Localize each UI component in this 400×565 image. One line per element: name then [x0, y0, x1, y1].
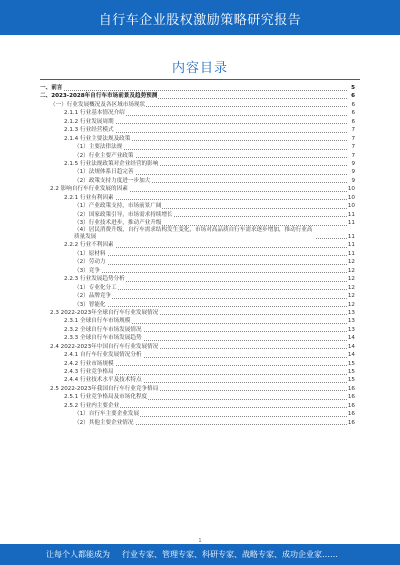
toc-entry-page: 7	[347, 152, 355, 160]
toc-entry-label: （3）行业技术进步，推动产业升级	[74, 220, 162, 226]
toc-entry-label: （一）行业发展概况及各区域市场现状	[50, 101, 146, 108]
table-of-contents	[40, 84, 355, 427]
toc-entry[interactable]	[40, 419, 355, 427]
toc-entry[interactable]	[40, 160, 355, 168]
toc-entry-page: 10	[347, 194, 355, 201]
toc-entry-page: 15	[347, 360, 355, 367]
toc-entry-page: 14	[347, 343, 355, 350]
toc-entry[interactable]	[40, 84, 355, 92]
toc-entry[interactable]	[40, 109, 355, 117]
toc-entry-label: （1）自行车主要企业发展	[74, 411, 140, 418]
toc-entry-label: 2.1.3 行业经营模式	[64, 127, 114, 134]
toc-entry[interactable]	[40, 301, 355, 309]
toc-entry-page: 7	[347, 143, 355, 151]
report-footer	[0, 544, 400, 565]
toc-entry-page: 11	[347, 250, 355, 257]
toc-entry[interactable]	[40, 101, 355, 109]
toc-entry-label: （1）产业政策支持，市场前景广阔	[74, 203, 162, 210]
toc-entry[interactable]	[40, 126, 355, 134]
toc-entry[interactable]	[40, 118, 355, 126]
toc-entry[interactable]	[40, 410, 355, 418]
toc-entry-page: 16	[347, 385, 355, 392]
toc-entry-label: 2.2.2 行业不利因素	[64, 242, 114, 249]
toc-entry-label: 2.4.2 行业市场规模	[64, 360, 114, 367]
toc-entry[interactable]	[40, 376, 355, 384]
toc-entry-label: 2.4.4 行业技术水平及技术特点	[64, 377, 142, 384]
toc-leader-dots	[74, 264, 347, 265]
toc-entry-page: 13	[347, 309, 355, 316]
toc-entry-page: 14	[347, 352, 355, 359]
toc-entry-page: 13	[347, 318, 355, 325]
toc-entry-page: 7	[347, 135, 355, 143]
toc-entry-page: 11	[347, 234, 355, 241]
toc-leader-dots	[74, 306, 347, 307]
toc-entry-page: 10	[347, 203, 355, 210]
toc-entry-page: 6	[347, 118, 355, 126]
toc-entry-label: 2.4.1 自行车行业发展情况分析	[64, 352, 142, 359]
toc-entry-page: 9	[347, 168, 355, 176]
toc-entry[interactable]	[40, 343, 355, 351]
footer-slogan: 让每个人都能成为	[46, 550, 110, 559]
toc-entry[interactable]	[40, 92, 355, 100]
toc-entry[interactable]	[40, 194, 355, 202]
toc-entry-label: （3）竞争	[74, 267, 100, 274]
toc-divider	[40, 79, 360, 80]
toc-entry-label: 2.5.2 行业内主要企业	[64, 402, 120, 409]
toc-entry-page: 16	[347, 411, 355, 418]
toc-entry-label: 2.2.3 行业发展趋势分析	[64, 276, 125, 283]
toc-entry[interactable]	[40, 334, 355, 342]
toc-entry-label: 2.3 2022-2023年全球自行车行业发展情况	[50, 309, 159, 316]
toc-entry[interactable]	[40, 168, 355, 176]
toc-entry[interactable]	[40, 202, 355, 210]
toc-entry-label: 2.5.1 行业竞争格局及市场化程度	[64, 394, 148, 401]
toc-entry[interactable]	[40, 211, 355, 219]
toc-entry[interactable]	[40, 143, 355, 151]
toc-entry-page: 12	[347, 259, 355, 266]
toc-leader-dots	[74, 255, 347, 256]
toc-entry[interactable]	[40, 368, 355, 376]
toc-entry[interactable]	[40, 185, 355, 193]
toc-entry-label: （1）主要法律法规	[74, 144, 123, 151]
toc-entry-label: 2.3.3 全球自行车市场发展趋势	[64, 335, 142, 342]
toc-entry-page: 11	[347, 242, 355, 249]
toc-entry-label: 2.1.4 行业主要法规及政策	[64, 135, 131, 142]
toc-entry[interactable]	[40, 385, 355, 393]
toc-entry-label: （2）政策支持力度进一步加大	[74, 177, 151, 184]
toc-entry-page: 16	[347, 419, 355, 426]
toc-entry-page: 7	[347, 126, 355, 134]
toc-entry-label: （2）国家政策引导，市场需求持续增长	[74, 211, 173, 218]
toc-entry-page: 12	[347, 293, 355, 300]
toc-entry[interactable]	[40, 326, 355, 334]
toc-entry-page: 16	[347, 394, 355, 401]
toc-entry-label: 二、2023-2028年自行车市场前景及趋势预测	[40, 93, 158, 100]
toc-leader-dots	[74, 272, 347, 273]
toc-entry-page: 10	[347, 186, 355, 193]
toc-entry-page: 12	[347, 267, 355, 274]
toc-entry-page: 11	[347, 211, 355, 218]
toc-entry-label: 2.3.2 全球自行车市场发展情况	[64, 326, 142, 333]
toc-entry[interactable]	[40, 241, 355, 249]
toc-entry-label: （2）品牌竞争	[74, 293, 112, 300]
toc-entry-label: 2.5 2022-2023年我国自行车行业竞争格局	[50, 385, 159, 392]
toc-entry-page: 16	[347, 402, 355, 409]
toc-entry[interactable]	[40, 309, 355, 317]
toc-entry-page: 9	[347, 160, 355, 168]
report-title: 自行车企业股权激励策略研究报告	[98, 13, 302, 28]
toc-entry-label: 2.2.1 行业有利因素	[64, 194, 114, 201]
toc-entry-page: 11	[347, 220, 355, 226]
toc-entry-page: 5	[347, 84, 355, 92]
toc-entry[interactable]	[40, 267, 355, 275]
toc-entry-page: 12	[347, 284, 355, 291]
toc-leader-dots	[40, 90, 347, 91]
toc-leader-dots	[74, 298, 347, 299]
toc-entry[interactable]	[40, 227, 355, 241]
toc-entry-page: 15	[347, 377, 355, 384]
toc-entry-page: 9	[347, 177, 355, 185]
toc-entry[interactable]	[40, 317, 355, 325]
toc-entry-label: （1）法规体系日趋完善	[74, 169, 134, 176]
toc-entry-label: （2）行业主要产业政策	[74, 152, 134, 159]
toc-entry-label: 2.1.5 行业法规政策对企业经营的影响	[64, 160, 159, 167]
toc-entry[interactable]	[40, 258, 355, 266]
toc-entry[interactable]	[40, 250, 355, 258]
toc-entry[interactable]	[40, 393, 355, 401]
toc-entry-label: 2.4.3 行业竞争格局	[64, 369, 114, 375]
report-header	[0, 0, 400, 35]
toc-entry-label: 一、前言	[40, 85, 63, 91]
footer-experts: 行业专家、管理专家、科研专家、战略专家、成功企业家……	[122, 550, 338, 559]
toc-entry[interactable]	[40, 284, 355, 292]
toc-entry-page: 6	[347, 92, 355, 100]
toc-entry-page: 12	[347, 301, 355, 308]
toc-entry-label: 2.2 影响自行车行业发展的因素	[50, 186, 128, 193]
toc-entry[interactable]	[40, 292, 355, 300]
toc-entry-label: 2.1.1 行业基本情况介绍	[64, 110, 125, 117]
toc-entry[interactable]	[40, 351, 355, 359]
toc-entry-page: 12	[347, 276, 355, 283]
toc-entry-label: （2）其他主要企业情况	[74, 419, 134, 426]
toc-heading: 内容目录	[171, 61, 228, 76]
toc-entry-label: （2）劳动力	[74, 259, 106, 266]
toc-entry-page: 15	[347, 369, 355, 375]
toc-entry-label: （1）专业化分工	[74, 284, 117, 291]
toc-entry[interactable]	[40, 177, 355, 185]
toc-entry[interactable]	[40, 402, 355, 410]
toc-entry-label: 2.4 2022-2023年中国自行车行业发展情况	[50, 343, 159, 350]
toc-entry-page: 6	[347, 109, 355, 117]
page-number: 1	[198, 538, 202, 544]
toc-entry-page: 6	[347, 101, 355, 109]
toc-entry-page: 13	[347, 326, 355, 333]
toc-entry-label: （1）原材料	[74, 250, 106, 257]
toc-entry-label: 2.1.2 行业发展周期	[64, 118, 114, 125]
toc-entry[interactable]	[40, 135, 355, 143]
toc-entry[interactable]	[40, 152, 355, 160]
toc-entry-page: 14	[347, 335, 355, 342]
toc-entry[interactable]	[40, 275, 355, 283]
toc-entry[interactable]	[40, 360, 355, 368]
toc-entry-label: （3）智能化	[74, 301, 106, 308]
toc-entry-label: 2.3.1 全球自行车市场规模	[64, 318, 131, 325]
toc-entry-label: （4）居民消费升级，自行车需求结构发生变化，市场对高品质自行车需求逐步增加，推动行业高质量发展	[74, 227, 315, 241]
